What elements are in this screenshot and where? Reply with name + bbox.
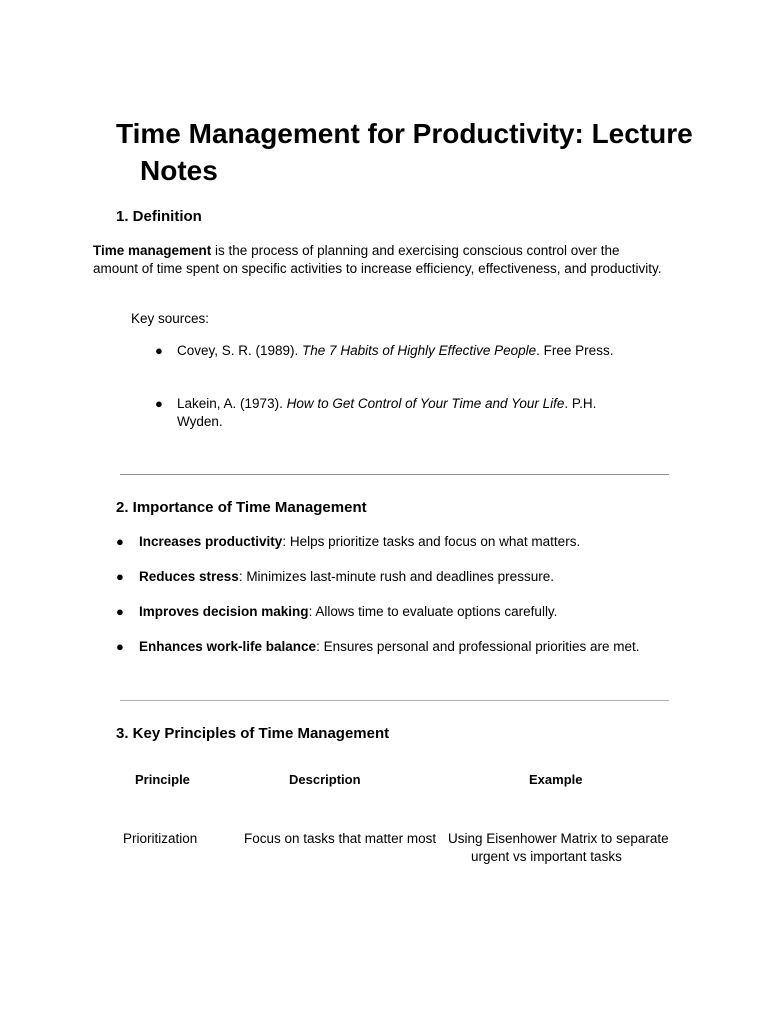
- bullet-icon: ●: [116, 604, 124, 619]
- list-item-text: [139, 533, 736, 551]
- source-author: Lakein, A. (1973).: [177, 396, 287, 411]
- bullet-icon: ●: [155, 343, 163, 358]
- definition-paragraph: [93, 242, 663, 277]
- section-divider: [120, 700, 669, 701]
- source-publisher: . Free Press.: [536, 343, 614, 358]
- source-text: [177, 342, 615, 360]
- list-item-term: Increases productivity: [139, 534, 283, 549]
- list-item-description: : Minimizes last-minute rush and deadlines pressure.: [238, 569, 554, 584]
- list-item-text: [139, 638, 736, 656]
- table-cell-example: Using Eisenhower Matrix to separate urgent vs important tasks: [448, 831, 669, 864]
- source-item: [155, 395, 615, 430]
- definition-term: Time management: [93, 243, 212, 258]
- table-cell-description: Focus on tasks that matter most: [244, 831, 437, 846]
- list-item-description: : Ensures personal and professional priorities are met.: [316, 639, 640, 654]
- bullet-icon: ●: [116, 569, 124, 584]
- table-header-principle: Principle: [135, 772, 190, 787]
- list-item-term: Reduces stress: [139, 569, 239, 584]
- section-1-heading: 1. Definition: [116, 208, 202, 225]
- definition-text: is the process of planning and exercising conscious control over the amount of time spent on specific activities to increase efficiency, effectiveness, and productivity.: [93, 243, 662, 276]
- list-item: [116, 603, 736, 621]
- list-item-text: [139, 603, 736, 621]
- table-header-example: Example: [529, 772, 583, 787]
- section-3-heading: 3. Key Principles of Time Management: [116, 725, 390, 742]
- section-2-heading: 2. Importance of Time Management: [116, 499, 367, 516]
- source-publisher: . P.H. Wyden.: [177, 396, 597, 429]
- source-item: [155, 342, 615, 360]
- list-item: [116, 533, 736, 551]
- list-item-description: : Helps prioritize tasks and focus on what matters.: [282, 534, 581, 549]
- source-text: [177, 395, 615, 430]
- source-title: The 7 Habits of Highly Effective People: [302, 343, 537, 358]
- source-title: How to Get Control of Your Time and Your Life: [286, 396, 565, 411]
- list-item-term: Enhances work-life balance: [139, 639, 317, 654]
- list-item-description: : Allows time to evaluate options carefully.: [308, 604, 558, 619]
- table-header-description: Description: [289, 772, 361, 787]
- key-sources-label: Key sources:: [131, 311, 210, 326]
- section-divider: [120, 474, 669, 475]
- bullet-icon: ●: [116, 534, 124, 549]
- list-item: [116, 638, 736, 656]
- table-cell-principle: Prioritization: [123, 831, 198, 846]
- list-item-text: [139, 568, 736, 586]
- bullet-icon: ●: [155, 396, 163, 411]
- source-author: Covey, S. R. (1989).: [177, 343, 303, 358]
- list-item-term: Improves decision making: [139, 604, 309, 619]
- list-item: [116, 568, 736, 586]
- page-title: Time Management for Productivity: Lecture Notes: [116, 118, 693, 186]
- bullet-icon: ●: [116, 639, 124, 654]
